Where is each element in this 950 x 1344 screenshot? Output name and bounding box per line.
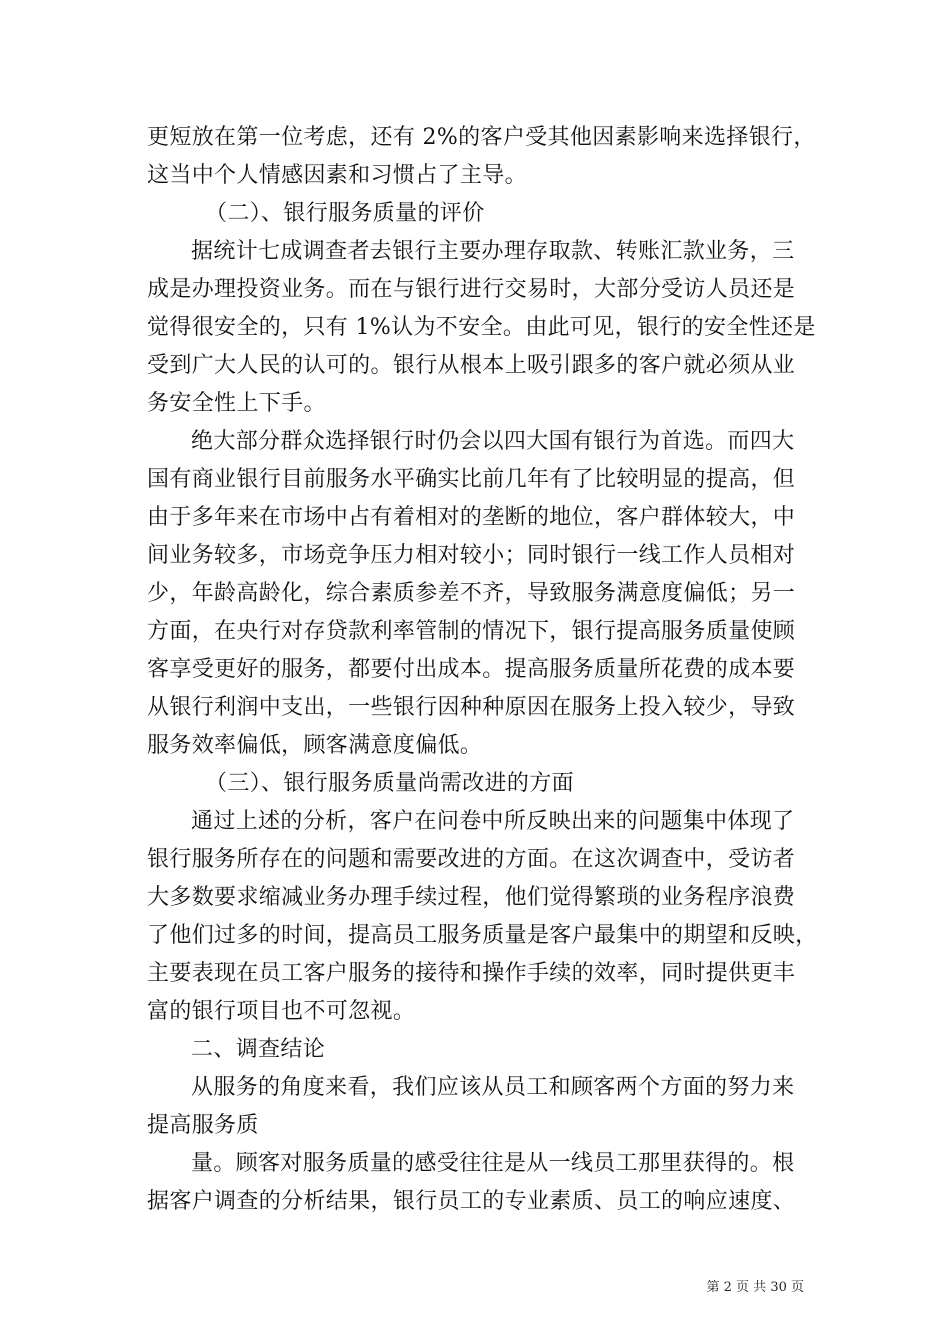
paragraph-first-line: 据统计七成调查者去银行主要办理存取款、转账汇款业务，三 [191, 239, 795, 264]
text-line: 觉得很安全的，只有 1%认为不安全。由此可见，银行的安全性还是 [147, 315, 816, 340]
section-heading: （二）、银行服务质量的评价 [205, 201, 485, 226]
text-line: 更短放在第一位考虑，还有 2%的客户受其他因素影响来选择银行， [147, 125, 816, 150]
text-line: 这当中个人情感因素和习惯占了主导。 [147, 163, 527, 188]
page-number: 第 2 页 共 30 页 [706, 1280, 804, 1295]
text-line: 了他们过多的时间，提高员工服务质量是客户最集中的期望和反映， [147, 923, 818, 948]
text-line: 间业务较多，市场竞争压力相对较小；同时银行一线工作人员相对 [147, 543, 796, 568]
text-line: 服务效率偏低，顾客满意度偏低。 [147, 733, 483, 758]
text-line: 主要表现在员工客户服务的接待和操作手续的效率，同时提供更丰 [147, 961, 796, 986]
paragraph-first-line: 通过上述的分析，客户在问卷中所反映出来的问题集中体现了 [191, 809, 795, 834]
text-line: 务安全性上下手。 [147, 391, 326, 416]
paragraph-first-line: 从服务的角度来看，我们应该从员工和顾客两个方面的努力来 [191, 1075, 795, 1100]
text-line: 国有商业银行目前服务水平确实比前几年有了比较明显的提高，但 [147, 467, 796, 492]
text-line: 受到广大人民的认可的。银行从根本上吸引跟多的客户就必须从业 [147, 353, 796, 378]
text-line: 由于多年来在市场中占有着相对的垄断的地位，客户群体较大，中 [147, 505, 796, 530]
text-line: 少，年龄高龄化，综合素质参差不齐，导致服务满意度偏低；另一 [147, 581, 796, 606]
text-line: 客享受更好的服务，都要付出成本。提高服务质量所花费的成本要 [147, 657, 796, 682]
section-heading: （三）、银行服务质量尚需改进的方面 [205, 771, 574, 796]
paragraph-first-line: 绝大部分群众选择银行时仍会以四大国有银行为首选。而四大 [191, 429, 795, 454]
text-line: 富的银行项目也不可忽视。 [147, 999, 416, 1024]
text-line: 方面，在央行对存贷款利率管制的情况下，银行提高服务质量使顾 [147, 619, 796, 644]
text-line: 据客户调查的分析结果，银行员工的专业素质、员工的响应速度、 [147, 1189, 796, 1214]
text-line: 成是办理投资业务。而在与银行进行交易时，大部分受访人员还是 [147, 277, 796, 302]
section-heading: 二、调查结论 [191, 1037, 326, 1062]
document-body [147, 119, 818, 1221]
text-line: 从银行利润中支出，一些银行因种种原因在服务上投入较少，导致 [147, 695, 796, 720]
text-line: 大多数要求缩减业务办理手续过程，他们觉得繁琐的业务程序浪费 [147, 885, 796, 910]
text-line: 提高服务质 [147, 1113, 259, 1138]
paragraph-first-line: 量。顾客对服务质量的感受往往是从一线员工那里获得的。根 [191, 1151, 795, 1176]
text-line: 银行服务所存在的问题和需要改进的方面。在这次调查中，受访者 [147, 847, 796, 872]
